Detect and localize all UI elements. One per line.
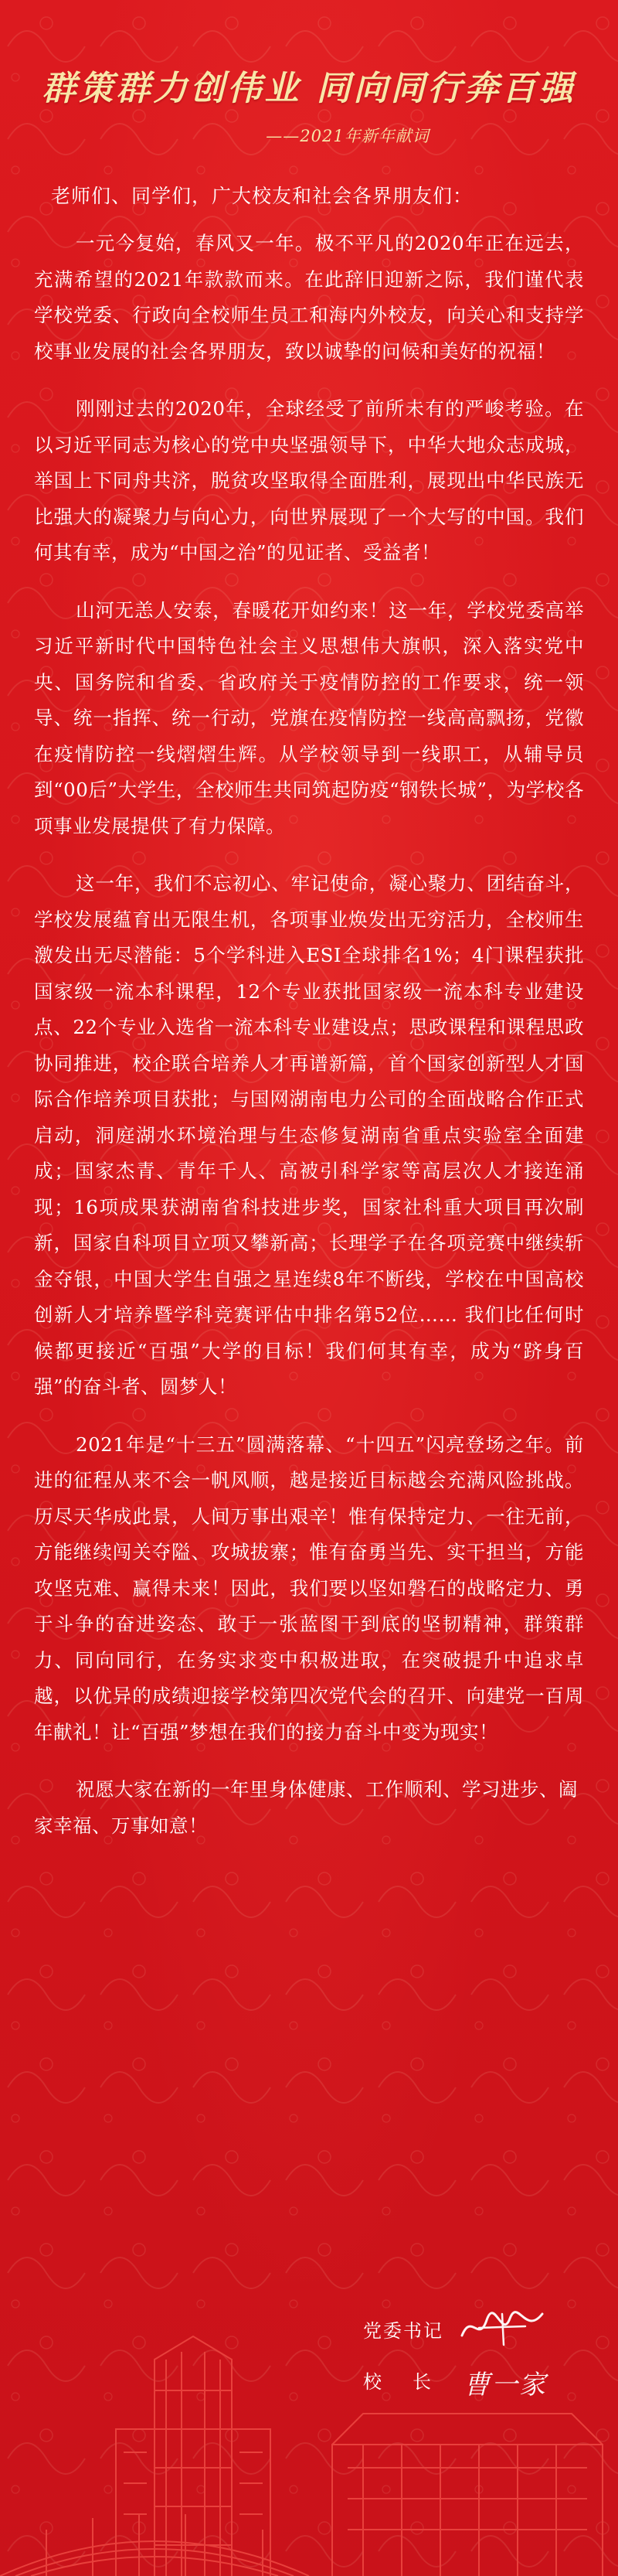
letter-closing: 祝愿大家在新的一年里身体健康、工作顺利、学习进步、阖家幸福、万事如意！ bbox=[34, 1778, 578, 1837]
signature-role-president: 校长 bbox=[363, 2371, 462, 2393]
title-area bbox=[0, 60, 618, 110]
letter-paragraph-3: 山河无恙人安泰，春暖花开如约来！这一年，学校党委高举习近平新时代中国特色社会主义思想伟大旗帜，深入落实党中央、国务院和省委、省政府关于疫情防控的工作要求，统一领导、统一指挥、统一行动，党旗在疫情防控一线高高飘扬，党徽在疫情防控一线熠熠生辉。从学校领导到一线职工，从辅导员到“00后”大学生，全校师生共同筑起防疫“钢铁长城”，为学校各项事业发展提供了有力保障。 bbox=[34, 598, 584, 837]
signature-row-secretary bbox=[363, 2308, 595, 2359]
letter-body bbox=[34, 179, 584, 1866]
letter-paragraph-4: 这一年，我们不忘初心、牢记使命，凝心聚力、团结奋斗，学校发展蕴育出无限生机，各项事业焕发出无穷活力，全校师生激发出无尽潜能：5个学科进入ESI全球排名1%；4门课程获批国家级一流本科课程，12个专业获批国家级一流本科专业建设点、22个专业入选省一流本科专业建设点；思政课程和课程思政协同推进，校企联合培养人才再谱新篇，首个国家创新型人才国际合作培养项目获批；与国网湖南电力公司的全面战略合作正式启动，洞庭湖水环境治理与生态修复湖南省重点实验室全面建成；国家杰青、青年千人、高被引科学家等高层次人才接连涌现；16项成果获湖南省科技进步奖，国家社科重大项目再次刷新，国家自科项目立项又攀新高；长理学子在各项竞赛中继续斩金夺银，中国大学生自强之星连续8年不断线，学校在中国高校创新人才培养暨学科竞赛评估中排名第52位…… 我们比任何时候都更接近“百强”大学的目标！我们何其有幸，成为“跻身百强”的奋斗者、圆梦人！ bbox=[34, 872, 584, 1398]
handwritten-signature-1 bbox=[456, 2305, 548, 2351]
signature-row-president bbox=[363, 2359, 595, 2410]
letter-greeting: 老师们、同学们，广大校友和社会各界朋友们： bbox=[51, 185, 474, 207]
signature-role-secretary: 党委书记 bbox=[363, 2320, 443, 2342]
letter-paragraph-5: 2021年是“十三五”圆满落幕、“十四五”闪亮登场之年。前进的征程从来不会一帆风顺，越是接近目标越会充满风险挑战。历尽天华成此景，人间万事出艰辛！惟有保持定力、一往无前，方能继续闯关夺隘、攻城拔寨；惟有奋勇当先、实干担当，方能攻坚克难、赢得未来！因此，我们要以坚如磐石的战略定力、勇于斗争的奋进姿态、敢于一张蓝图干到底的坚韧精神，群策群力、同向同行，在务实求变中积极进取，在突破提升中追求卓越，以优异的成绩迎接学校第四次党代会的召开、向建党一百周年献礼！让“百强”梦想在我们的接力奋斗中变为现实！ bbox=[34, 1433, 584, 1743]
page-title: 群策群力创伟业 同向同行奔百强 bbox=[42, 69, 576, 108]
handwritten-signature-2: 曹一家 bbox=[464, 2370, 547, 2401]
signature-block bbox=[363, 2308, 595, 2410]
campus-building-line-art bbox=[0, 2251, 618, 2576]
page-subtitle: ——2021年新年献词 bbox=[266, 127, 430, 145]
letter-paragraph-1: 一元今复始，春风又一年。极不平凡的2020年正在远去，充满希望的2021年款款而来。在此辞旧迎新之际，我们谨代表学校党委、行政向全校师生员工和海内外校友，向关心和支持学校事业发展的社会各界朋友，致以诚挚的问候和美好的祝福！ bbox=[34, 232, 584, 363]
letter-paragraph-2: 刚刚过去的2020年，全球经受了前所未有的严峻考验。在以习近平同志为核心的党中央坚强领导下，中华大地众志成城，举国上下同舟共济，脱贫攻坚取得全面胜利，展现出中华民族无比强大的凝聚力与向心力，向世界展现了一个大写的中国。我们何其有幸，成为“中国之治”的见证者、受益者！ bbox=[34, 397, 584, 564]
